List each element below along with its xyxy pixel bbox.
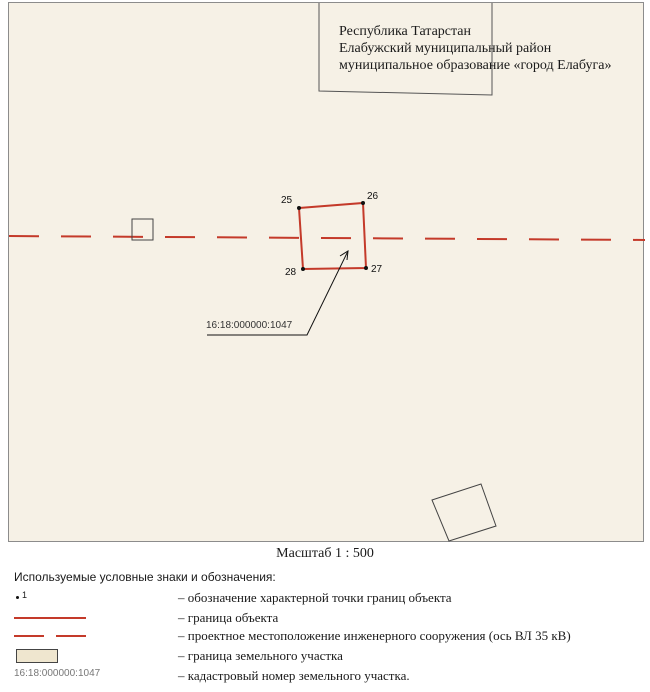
legend-text-point: – обозначение характерной точки границ объекта — [178, 590, 452, 605]
region-line-1: Республика Татарстан — [339, 24, 472, 39]
legend-row-cadastral — [0, 666, 650, 686]
legend-symbol-cadastral — [14, 666, 134, 686]
legend-title: Используемые условные знаки и обозначения: — [14, 570, 276, 584]
region-line-2: Елабужский муниципальный район — [339, 41, 552, 56]
point-label-26: 26 — [367, 191, 379, 202]
object-boundary — [299, 203, 366, 269]
legend-point-sample: 1 — [22, 590, 28, 600]
power-line-axis — [9, 236, 645, 240]
legend-symbol-object-border — [14, 608, 134, 628]
legend-row-point — [0, 588, 650, 608]
region-header — [339, 23, 611, 74]
map-drawing — [9, 3, 645, 543]
map-scale: Масштаб 1 : 500 — [276, 546, 374, 561]
legend-row-parcel — [0, 646, 650, 666]
point-label-27: 27 — [371, 264, 383, 275]
parcel-swatch-icon — [16, 649, 58, 663]
point-27 — [364, 266, 368, 270]
red-solid-line-icon — [14, 617, 86, 619]
point-25 — [297, 206, 301, 210]
legend-cadastral-sample: 16:18:000000:1047 — [14, 668, 101, 679]
legend-row-power-line — [0, 626, 650, 646]
point-dot-icon — [16, 596, 19, 599]
map-canvas — [8, 2, 644, 542]
red-dash-icon — [56, 635, 86, 637]
legend-row-object-border — [0, 608, 650, 628]
point-26 — [361, 201, 365, 205]
legend-text-power-line: – проектное местоположение инженерного сооружения (ось ВЛ 35 кВ) — [178, 628, 571, 643]
legend-symbol-power-line — [14, 626, 134, 646]
point-28 — [301, 267, 305, 271]
land-parcel-bottom — [432, 484, 496, 541]
legend-text-cadastral: – кадастровый номер земельного участка. — [178, 668, 410, 683]
cadastral-callout-label: 16:18:000000:1047 — [206, 320, 293, 331]
point-label-25: 25 — [281, 195, 293, 206]
point-label-28: 28 — [285, 267, 297, 278]
legend-text-object-border: – граница объекта — [178, 610, 279, 625]
region-line-3: муниципальное образование «город Елабуга» — [339, 58, 612, 73]
legend-text-parcel: – граница земельного участка — [178, 648, 343, 663]
legend-symbol-parcel — [14, 646, 134, 666]
legend-symbol-point — [14, 588, 134, 608]
red-dash-icon — [14, 635, 44, 637]
